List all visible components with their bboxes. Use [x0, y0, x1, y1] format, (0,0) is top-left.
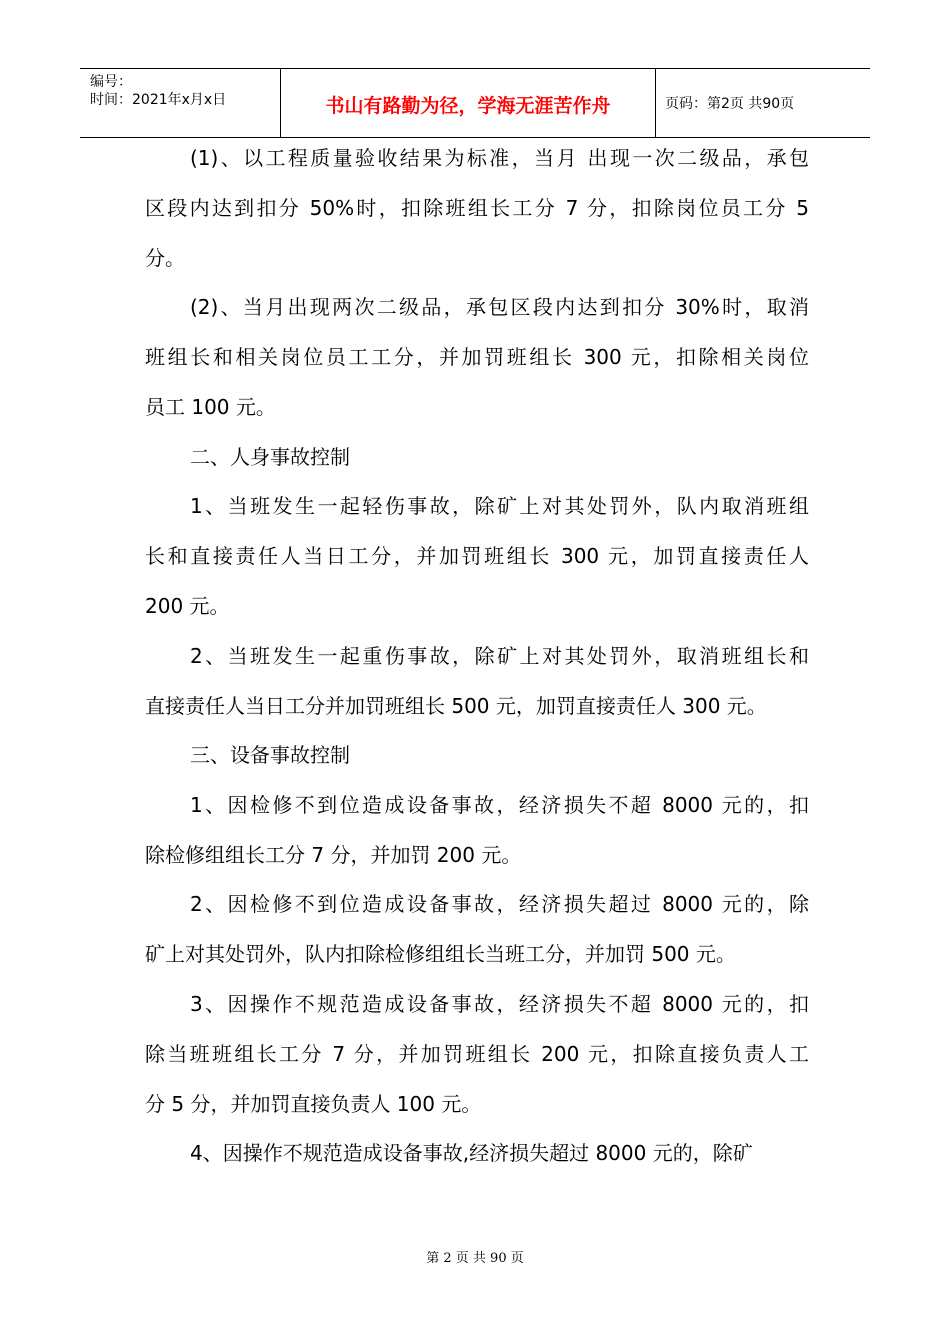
paragraph-line: 除检修组组长工分 7 分，并加罚 200 元。: [145, 843, 522, 867]
paragraph: [145, 979, 809, 1129]
header-meta-cell: [80, 69, 280, 137]
page-footer: 第 2 页 共 90 页: [426, 1251, 524, 1266]
document-time-label: 时间：2021年x月x日: [90, 92, 227, 108]
paragraph-line: 2、当班发生一起重伤事故，除矿上对其处罚外，取消班组长和: [190, 644, 809, 668]
paragraph-line: (1)、以工程质量验收结果为标准，当月 出现一次二级品，承包: [190, 146, 809, 170]
paragraph-line: 员工 100 元。: [145, 395, 276, 419]
paragraph: [145, 879, 809, 979]
paragraph-line: 分。: [145, 246, 185, 270]
paragraph-line: 区段内达到扣分 50%时，扣除班组长工分 7 分，扣除岗位员工分 5: [145, 196, 809, 220]
paragraph: [145, 432, 809, 482]
paragraph-line: 200 元。: [145, 594, 230, 618]
header-page-info: 页码：第2页 共90页: [665, 96, 795, 112]
paragraph-line: 1、因检修不到位造成设备事故，经济损失不超 8000 元的，扣: [190, 793, 809, 817]
page-header: [80, 68, 870, 138]
paragraph-line: 1、当班发生一起轻伤事故，除矿上对其处罚外，队内取消班组: [190, 494, 809, 518]
paragraph: [145, 780, 809, 880]
paragraph: [145, 282, 809, 432]
paragraph-line: 2、因检修不到位造成设备事故，经济损失超过 8000 元的，除: [190, 892, 809, 916]
paragraph-line: 除当班班组长工分 7 分，并加罚班组长 200 元，扣除直接负责人工: [145, 1042, 809, 1066]
header-page-cell: [655, 69, 870, 137]
paragraph-line: 直接责任人当日工分并加罚班组长 500 元，加罚直接责任人 300 元。: [145, 694, 767, 718]
header-motto-cell: [280, 69, 656, 137]
paragraph: [145, 133, 809, 283]
paragraph-line: 矿上对其处罚外，队内扣除检修组组长当班工分，并加罚 500 元。: [145, 942, 736, 966]
paragraph-line: 三、设备事故控制: [190, 743, 350, 767]
paragraph: [145, 730, 809, 780]
document-number-label: 编号：: [90, 74, 132, 90]
header-motto: 书山有路勤为径，学海无涯苦作舟: [325, 95, 611, 117]
paragraph: [145, 631, 809, 731]
paragraph-line: 长和直接责任人当日工分，并加罚班组长 300 元，加罚直接责任人: [145, 544, 809, 568]
paragraph-line: 分 5 分，并加罚直接负责人 100 元。: [145, 1092, 482, 1116]
paragraph: [145, 1128, 809, 1178]
paragraph-line: 二、人身事故控制: [190, 445, 350, 469]
paragraph-line: 班组长和相关岗位员工工分，并加罚班组长 300 元，扣除相关岗位: [145, 345, 809, 369]
paragraph-line: 4、因操作不规范造成设备事故,经济损失超过 8000 元的，除矿: [190, 1141, 753, 1165]
paragraph-line: 3、因操作不规范造成设备事故，经济损失不超 8000 元的，扣: [190, 992, 809, 1016]
paragraph: [145, 481, 809, 631]
paragraph-line: (2)、当月出现两次二级品，承包区段内达到扣分 30%时，取消: [190, 295, 809, 319]
